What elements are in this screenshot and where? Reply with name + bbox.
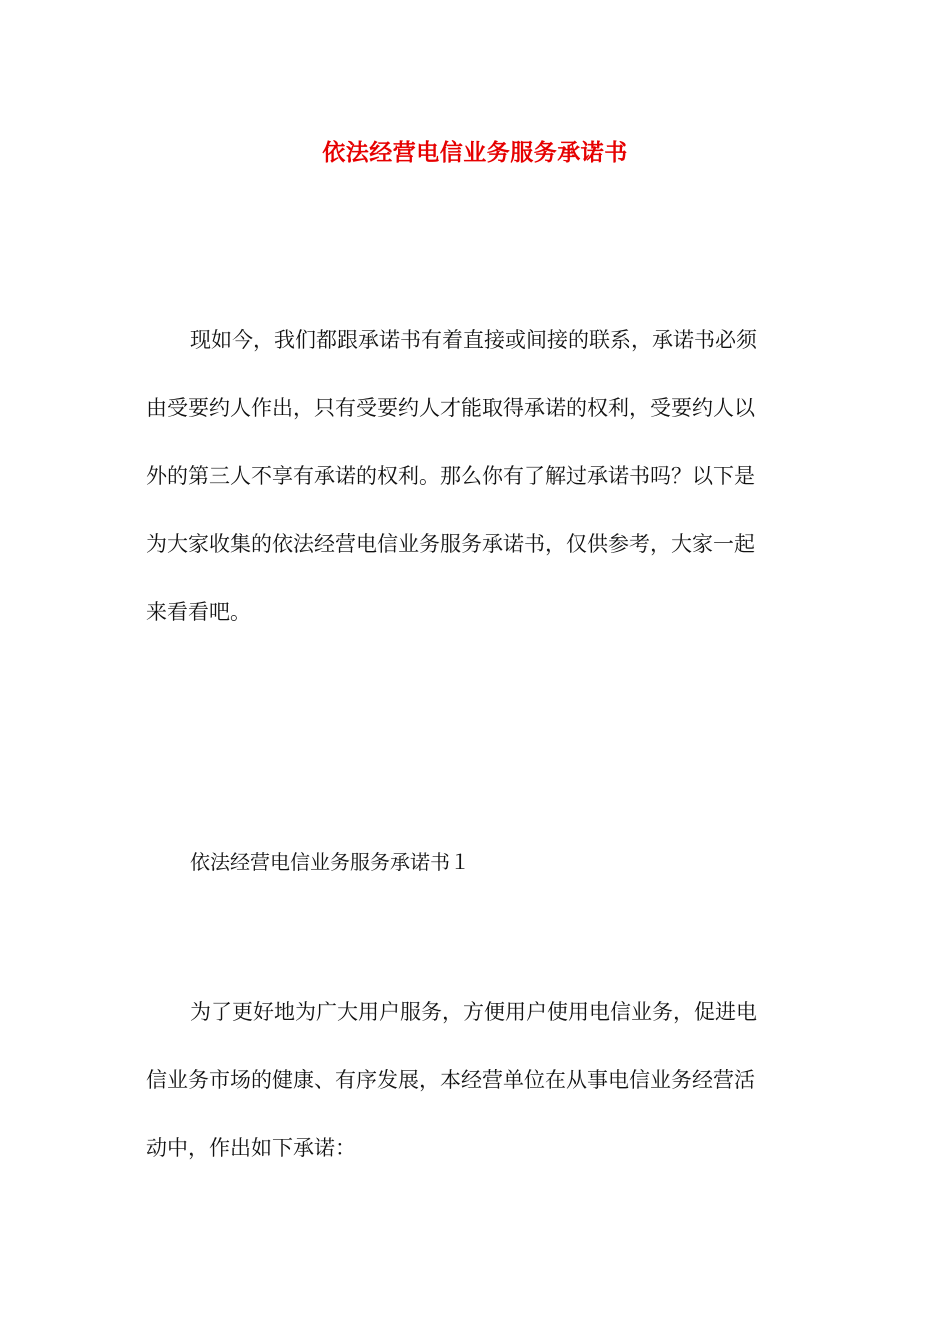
intro-paragraph: [146, 306, 810, 646]
intro-line: 现如今，我们都跟承诺书有着直接或间接的联系，承诺书必须: [190, 328, 757, 352]
intro-line: 由受要约人作出，只有受要约人才能取得承诺的权利，受要约人以: [146, 396, 755, 420]
body-line: 动中，作出如下承诺：: [146, 1136, 356, 1160]
body-line: 信业务市场的健康、有序发展，本经营单位在从事电信业务经营活: [146, 1068, 755, 1092]
body-paragraph: [146, 978, 810, 1182]
section-heading: 依法经营电信业务服务承诺书１: [190, 850, 470, 874]
intro-line: 外的第三人不享有承诺的权利。那么你有了解过承诺书吗？以下是: [146, 464, 755, 488]
intro-line: 来看看吧。: [146, 600, 251, 624]
body-line: 为了更好地为广大用户服务，方便用户使用电信业务，促进电: [190, 1000, 757, 1024]
document-title: 依法经营电信业务服务承诺书: [322, 139, 628, 166]
intro-line: 为大家收集的依法经营电信业务服务承诺书，仅供参考，大家一起: [146, 532, 755, 556]
